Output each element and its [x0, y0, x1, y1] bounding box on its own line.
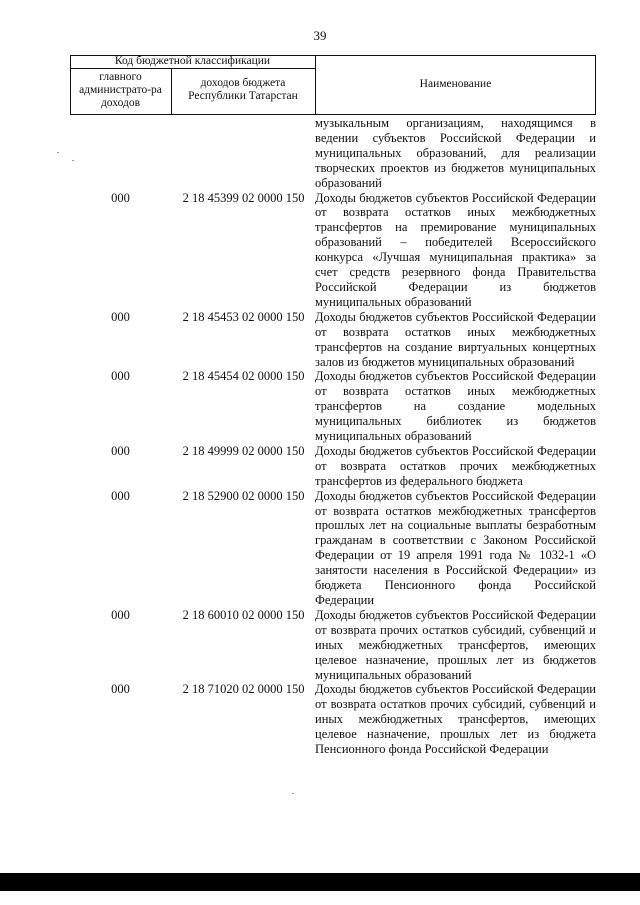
header-group-divider — [70, 68, 315, 69]
table-row — [70, 682, 596, 757]
header-col-income: доходов бюджета Республики Татарстан — [188, 77, 298, 102]
income-code: 2 18 60010 02 0000 150 — [182, 607, 305, 622]
income-code: 2 18 45453 02 0000 150 — [182, 309, 305, 324]
header-group-title: Код бюджетной классификации — [114, 55, 271, 67]
admin-code: 000 — [111, 488, 130, 503]
table-row — [70, 310, 596, 370]
table-row — [70, 489, 596, 608]
admin-code: 000 — [111, 607, 130, 622]
admin-code: 000 — [111, 190, 130, 205]
income-name: музыкальным организациям, находящимся в ведении субъектов Российской Федерации и муниципальных образований, для реализации творческих проектов из бюджетов муниципальных образований — [315, 116, 596, 190]
income-code: 2 18 45399 02 0000 150 — [182, 190, 305, 205]
income-code: 2 18 49999 02 0000 150 — [182, 443, 305, 458]
income-name: Доходы бюджетов субъектов Российской Федерации от возврата остатков иных межбюджетных трансфертов на премирование муниципальных образований – победителей Всероссийского конкурса «Лучшая муниципальная практика» за счет средств резервного фонда Правительства Российской Федерации из бюджетов муниципальных образований — [315, 190, 596, 309]
table-body — [70, 116, 596, 757]
table-row — [70, 116, 596, 191]
table-row — [70, 444, 596, 489]
admin-code: 000 — [111, 309, 130, 324]
scan-speck — [72, 160, 74, 161]
income-name: Доходы бюджетов субъектов Российской Федерации от возврата остатков иных межбюджетных трансфертов на создание виртуальных концертных залов из бюджетов муниципальных образований — [315, 309, 596, 369]
table-row — [70, 608, 596, 683]
scan-speck — [57, 152, 59, 153]
table-row — [70, 369, 596, 444]
table-row — [70, 191, 596, 310]
income-name: Доходы бюджетов субъектов Российской Федерации от возврата остатков прочих субсидий, субвенций и иных межбюджетных трансфертов, имеющих целевое назначение, прошлых лет из бюджета Пенсионного фонда Российской Федерации — [315, 682, 596, 757]
income-name: Доходы бюджетов субъектов Российской Федерации от возврата остатков прочих межбюджетных трансфертов из федерального бюджета — [315, 443, 596, 488]
admin-code: 000 — [111, 369, 130, 384]
income-name: Доходы бюджетов субъектов Российской Федерации от возврата остатков межбюджетных трансфертов прошлых лет на социальные выплаты безработным гражданам в соответствии с Законом Российской Федерации от 19 апреля 1991 года № 1032-1 «О занятости населения в Российской Федерации» из бюджета Пенсионного фонда Российской Федерации — [315, 488, 596, 607]
scan-bottom-bar — [0, 873, 640, 891]
admin-code: 000 — [111, 682, 130, 697]
page-number: 39 — [313, 28, 327, 43]
income-code: 2 18 45454 02 0000 150 — [182, 369, 305, 384]
header-code-divider — [171, 68, 172, 115]
scan-speck — [292, 793, 294, 794]
header-col-admin: главного администрато-ра доходов — [79, 71, 162, 109]
header-col-name: Наименование — [419, 78, 492, 90]
admin-code: 000 — [111, 443, 130, 458]
income-name: Доходы бюджетов субъектов Российской Федерации от возврата остатков иных межбюджетных трансфертов на создание модельных муниципальных библиотек из бюджетов муниципальных образований — [315, 369, 596, 444]
income-code: 2 18 71020 02 0000 150 — [182, 682, 305, 697]
income-name: Доходы бюджетов субъектов Российской Федерации от возврата прочих остатков субсидий, субвенций и иных межбюджетных трансфертов, имеющих целевое назначение, прошлых лет из бюджетов муниципальных образований — [315, 607, 596, 682]
header-border-bottom — [70, 114, 596, 115]
table-header — [70, 55, 596, 115]
header-border-right — [595, 55, 596, 115]
income-code: 2 18 52900 02 0000 150 — [182, 488, 305, 503]
